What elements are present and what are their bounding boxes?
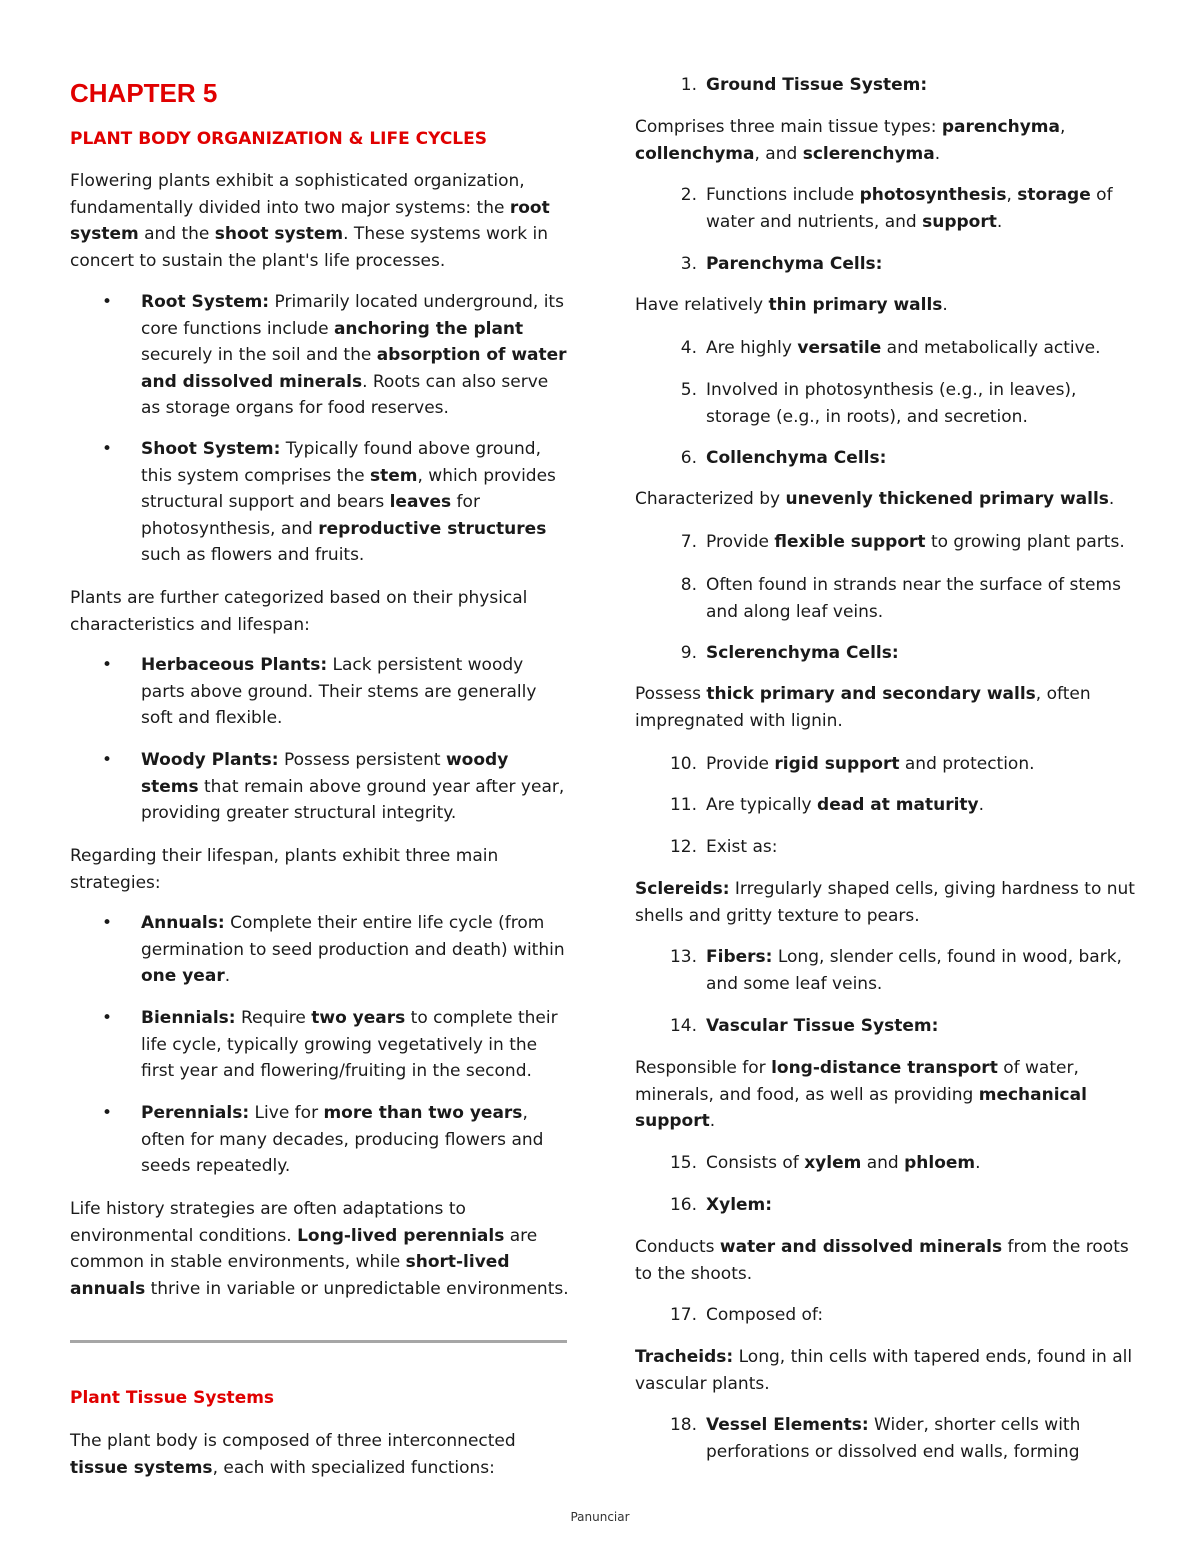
lifespan-text: Require (235, 1008, 312, 1028)
numbered-item (635, 445, 1135, 472)
right-item-text: Irregularly shaped cells, giving hardness to nut shells and gritty texture to pears. (635, 879, 1135, 926)
numbered-item (635, 1150, 1135, 1177)
right-item-text: Characterized by (635, 489, 786, 509)
right-item-text: Provide (706, 754, 775, 774)
categorized-paragraph: Plants are further categorized based on their physical characteristics and lifespan: (70, 588, 528, 635)
right-item-text: Responsible for (635, 1058, 772, 1078)
item-number: 15. (669, 1153, 697, 1173)
right-item-text: Comprises three main tissue types: (635, 117, 942, 137)
right-item-bold: versatile (797, 338, 882, 358)
lifespan-bold: Perennials: (141, 1103, 250, 1123)
right-item-text: . (709, 1111, 716, 1131)
system-bold: absorption of water and dissolved minerals (141, 345, 567, 392)
right-item-bold: Sclerenchyma Cells: (706, 643, 899, 663)
right-item-bold: support (922, 211, 997, 232)
right-item-text: Are typically (706, 795, 818, 815)
right-item-text: Consists of (706, 1153, 805, 1173)
chapter-subtitle: PLANT BODY ORGANIZATION & LIFE CYCLES (70, 129, 487, 149)
system-bold: stem (369, 465, 418, 486)
body-paragraph (635, 292, 1135, 319)
item-number: 13. (669, 947, 697, 967)
life-history-text: Life history strategies are often adaptations to environmental conditions. (70, 1199, 466, 1246)
body-paragraph (635, 681, 1135, 734)
item-number: 18. (669, 1415, 697, 1435)
life-history-paragraph (70, 1196, 570, 1302)
right-item-bold: Tracheids: (635, 1347, 734, 1367)
chapter-title: CHAPTER 5 (70, 78, 218, 108)
plant-type-text: Lack persistent woody parts above ground. Their stems are generally soft and flexible. (141, 655, 537, 728)
plant-type-bullet (70, 652, 570, 732)
body-paragraph (635, 486, 1135, 513)
system-text: for photosynthesis, and (141, 492, 480, 539)
right-item-text: . (942, 295, 948, 315)
numbered-item (635, 251, 1135, 278)
right-item-text: Wider, shorter cells with perforations or dissolved end walls, forming (706, 1415, 1081, 1462)
system-bold: anchoring the plant (333, 318, 524, 339)
right-item-bold: flexible support (774, 532, 926, 552)
system-text: Typically found above ground, this system comprises the (141, 439, 541, 486)
right-item-text: Long, slender cells, found in wood, bark, and some leaf veins. (706, 947, 1122, 994)
right-item-text: Composed of: (706, 1305, 824, 1325)
lifespan-text: . (224, 966, 231, 986)
right-item-text: . (1108, 489, 1115, 509)
right-item-bold: Vascular Tissue System: (706, 1016, 939, 1036)
right-item-text: , (1006, 185, 1018, 205)
system-text: . Roots can also serve as storage organs for food reserves. (141, 371, 549, 418)
lifespan-text: , often for many decades, producing flowers and seeds repeatedly. (141, 1103, 544, 1176)
lifespan-bullet (70, 1100, 570, 1180)
right-item-text: Have relatively (635, 295, 769, 315)
right-item-text: of water, minerals, and food, as well as providing (635, 1058, 1079, 1105)
right-item-bold: mechanical support (635, 1084, 1087, 1131)
right-item-bold: water and dissolved minerals (719, 1237, 1003, 1257)
numbered-item (635, 1013, 1135, 1040)
tissue-heading: Plant Tissue Systems (70, 1388, 275, 1408)
right-item-bold: storage (1017, 185, 1091, 205)
lifespan-bold: one year (141, 966, 225, 986)
numbered-item (635, 182, 1135, 235)
item-number: 5. (680, 380, 697, 400)
right-item-text: . (978, 795, 985, 815)
lifespan-bold: Annuals: (141, 913, 225, 933)
right-item-text: Involved in photosynthesis (e.g., in leaves), storage (e.g., in roots), and secretion. (706, 380, 1077, 427)
numbered-item (635, 1302, 1135, 1329)
numbered-item (635, 834, 1135, 861)
right-item-text: and metabolically active. (881, 338, 1101, 358)
intro-paragraph (70, 168, 570, 274)
item-number: 10. (669, 754, 697, 774)
right-item-bold: photosynthesis (859, 185, 1007, 205)
life-history-bold: Long-lived perennials (297, 1225, 505, 1246)
item-number: 17. (669, 1305, 697, 1325)
lifespan-bullet (70, 910, 570, 990)
right-item-bold: xylem (804, 1153, 862, 1173)
item-number: 7. (680, 532, 697, 552)
life-history-text: thrive in variable or unpredictable environments. (145, 1278, 569, 1299)
body-paragraph (635, 1234, 1135, 1287)
right-item-bold: thick primary and secondary walls (706, 684, 1036, 704)
right-item-bold: phloem (904, 1153, 976, 1173)
item-number: 11. (669, 795, 697, 815)
system-text: , which provides structural support and bears (141, 465, 556, 512)
numbered-item (635, 529, 1135, 556)
numbered-item (635, 792, 1135, 819)
body-paragraph (635, 1055, 1135, 1135)
body-paragraph (635, 876, 1135, 929)
body-paragraph (635, 114, 1135, 167)
right-item-text: Often found in strands near the surface of stems and along leaf veins. (706, 575, 1121, 622)
plant-type-bold: woody stems (141, 750, 509, 797)
right-item-text: , (1059, 117, 1066, 137)
item-number: 2. (680, 185, 697, 205)
right-item-text: of water and nutrients, and (706, 185, 1113, 232)
intro-text: Flowering plants exhibit a sophisticated organization, fundamentally divided into two major systems: the (70, 171, 525, 218)
system-bold: reproductive structures (318, 518, 547, 539)
right-item-text: . (934, 143, 941, 164)
right-item-bold: thin primary walls (768, 295, 943, 315)
numbered-item (635, 72, 1135, 99)
life-history-bold: short-lived annuals (70, 1252, 510, 1299)
lifespan-bold: more than two years (323, 1103, 523, 1123)
item-number: 9. (680, 643, 697, 663)
plant-type-bold: Woody Plants: (141, 750, 279, 770)
page-footer: Panunciar (570, 1510, 630, 1524)
right-item-bold: Vessel Elements: (706, 1415, 869, 1435)
system-bullet (70, 436, 570, 569)
right-item-text: Functions include (706, 185, 860, 205)
right-item-text: and (861, 1153, 905, 1173)
lifespan-paragraph: Regarding their lifespan, plants exhibit three main strategies: (70, 846, 499, 893)
tissue-intro-text: The plant body is composed of three interconnected (70, 1431, 516, 1451)
system-bullet (70, 289, 570, 422)
lifespan-bold: two years (311, 1008, 406, 1028)
right-item-text: Long, thin cells with tapered ends, found in all vascular plants. (635, 1347, 1133, 1394)
item-number: 6. (680, 448, 697, 468)
lifespan-text: Live for (249, 1103, 324, 1123)
numbered-item (635, 944, 1135, 997)
system-text: Primarily located underground, its core functions include (141, 292, 564, 339)
plant-type-bold: Herbaceous Plants: (141, 655, 328, 675)
intro-text: . These systems work in concert to sustain the plant's life processes. (70, 224, 549, 271)
right-item-text: Are highly (706, 338, 798, 358)
numbered-item (635, 335, 1135, 362)
right-item-bold: Sclereids: (635, 879, 730, 899)
item-number: 14. (669, 1016, 697, 1036)
intro-text: and the (138, 224, 215, 244)
right-item-bold: long-distance transport (771, 1058, 998, 1078)
lifespan-bullet (70, 1005, 570, 1085)
right-item-bold: Parenchyma Cells: (706, 254, 883, 274)
right-item-bold: sclerenchyma (802, 143, 935, 164)
horizontal-rule (70, 1340, 567, 1343)
item-number: 12. (669, 837, 697, 857)
numbered-item (635, 572, 1135, 625)
right-item-bold: parenchyma (941, 117, 1060, 137)
right-item-text: . (996, 211, 1003, 232)
tissue-intro-text: , each with specialized functions: (212, 1457, 495, 1478)
right-item-bold: unevenly thickened primary walls (785, 489, 1109, 509)
right-item-text: Provide (706, 532, 775, 552)
system-text: such as flowers and fruits. (141, 545, 365, 565)
right-item-text: and protection. (899, 754, 1035, 774)
system-bold: Root System: (141, 292, 270, 312)
item-number: 4. (680, 338, 697, 358)
right-item-bold: rigid support (774, 754, 900, 774)
system-text: securely in the soil and the (141, 345, 377, 365)
numbered-item (635, 751, 1135, 778)
right-item-text: Conducts (635, 1237, 720, 1257)
tissue-intro-bold: tissue systems (70, 1457, 213, 1478)
right-item-text: from the roots to the shoots. (635, 1237, 1129, 1284)
right-item-text: to growing plant parts. (925, 532, 1125, 552)
lifespan-text: Complete their entire life cycle (from germination to seed production and death) within (141, 913, 565, 960)
tissue-intro-paragraph (70, 1428, 570, 1481)
plant-type-text: that remain above ground year after year, providing greater structural integrity. (141, 776, 565, 823)
item-number: 8. (680, 575, 697, 595)
item-number: 3. (680, 254, 697, 274)
right-item-bold: Collenchyma Cells: (706, 448, 887, 468)
right-item-text: Possess (635, 684, 707, 704)
right-item-bold: Xylem: (706, 1195, 773, 1215)
right-item-bold: Fibers: (706, 947, 773, 967)
item-number: 1. (680, 75, 697, 95)
right-item-bold: collenchyma (635, 143, 755, 164)
right-item-bold: Ground Tissue System: (706, 75, 928, 95)
right-item-text: , and (754, 143, 803, 164)
numbered-item (635, 1192, 1135, 1219)
lifespan-bold: Biennials: (141, 1008, 236, 1028)
numbered-item (635, 640, 1135, 667)
right-item-text: , often impregnated with lignin. (635, 684, 1091, 731)
lifespan-text: to complete their life cycle, typically growing vegetatively in the first year and flowering/fruiting in the second. (141, 1008, 558, 1081)
right-item-text: . (975, 1153, 981, 1173)
system-bold: Shoot System: (141, 439, 281, 459)
plant-type-text: Possess persistent (278, 750, 446, 770)
right-item-bold: dead at maturity (817, 795, 979, 815)
numbered-item (635, 1412, 1135, 1465)
body-paragraph (635, 1344, 1135, 1397)
right-item-text: Exist as: (706, 837, 778, 857)
item-number: 16. (669, 1195, 697, 1215)
intro-bold: shoot system (214, 224, 344, 244)
intro-bold: root system (70, 197, 550, 244)
numbered-item (635, 377, 1135, 430)
life-history-text: are common in stable environments, while (70, 1225, 538, 1272)
plant-type-bullet (70, 747, 570, 827)
system-bold: leaves (389, 492, 452, 512)
